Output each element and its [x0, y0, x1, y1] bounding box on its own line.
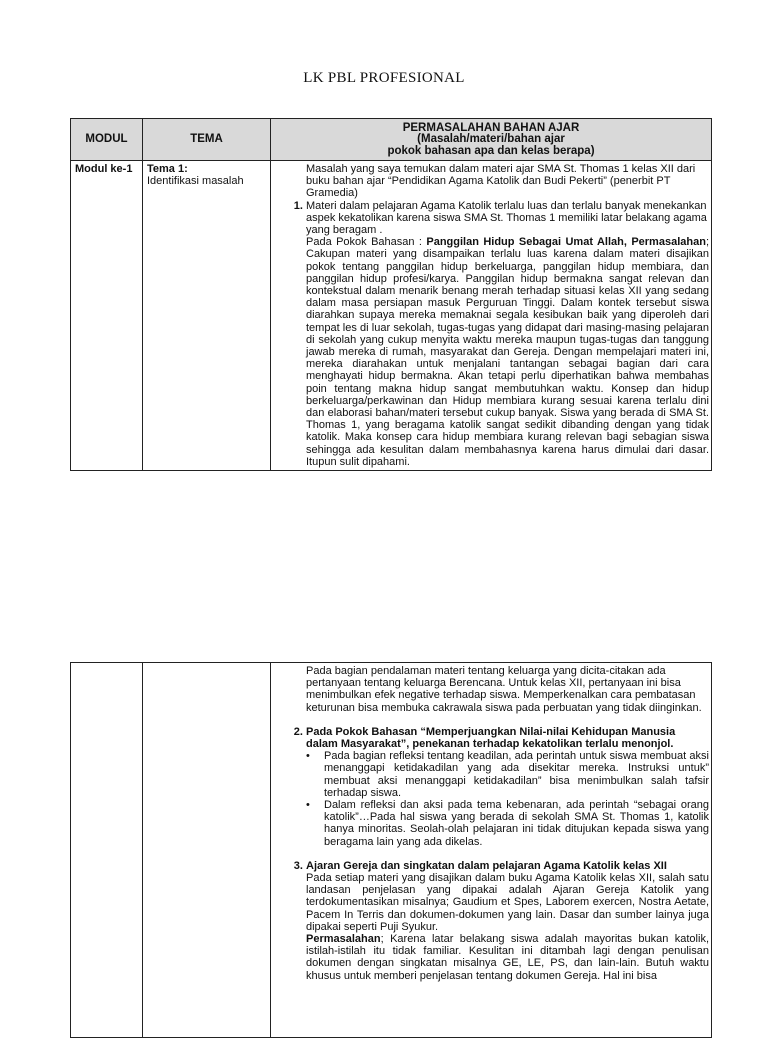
list-item [306, 750, 709, 799]
list-item [306, 799, 709, 848]
header-permasalahan-line-2: (Masalah/materi/bahan ajar [417, 133, 565, 146]
tema-cell-continued [143, 663, 271, 1038]
tema-subtitle: Identifikasi masalah [147, 175, 244, 188]
problem-list-1 [271, 200, 709, 468]
pokok-bahasan-prefix: Pada Pokok Bahasan : [306, 236, 427, 249]
header-tema: TEMA [143, 119, 271, 161]
problem-table-page-1 [70, 118, 712, 471]
bullet-text: Pada bagian refleksi tentang keadilan, ada perintah untuk siswa membuat aksi menanggapi ketidakadilan yang ada disekitar mereka. Instruksi untuk” membuat aksi menanggapi ketidakadilan” bisa menimbulkan salah tafsir terhadap siswa. [324, 750, 709, 799]
modul-cell [71, 161, 143, 471]
permasalahan-label: Permasalahan [306, 933, 381, 946]
problem-item-2 [306, 726, 709, 860]
problem-item-1 [306, 200, 709, 468]
permasalahan-body: ; Karena latar belakang siswa adalah mayoritas bukan katolik, istilah-istilah itu tidak familiar. Kesulitan ini ditambah lagi dengan penulisan dokumen dengan singkatan misalnya GE, LE, PS, dan lain-lain. Butuh waktu khusus untuk memberi penjelasan tentang dokumen Gereja. Hal ini bisa [306, 933, 709, 982]
tema-title: Tema 1: [147, 163, 188, 175]
pokok-bahasan-body: ; Cakupan materi yang disampaikan terlalu luas karena dalam materi disajikan pokok tentang panggilan hidup berkeluarga, panggilan hidup membiara, dan panggilan hidup profesi/karya. Panggilan hidup bermakna sangat relevan dan kontekstual dalam menarik benang merah terhadap situasi kelas XII yang sedang dalam masa persiapan masuk Perguruan Tinggi. Dalam kontek tersebut siswa diarahkan supaya mereka memaknai segala kesibukan baik yang diperoleh dari tempat les di luar sekolah, tugas-tugas yang didapat dari masing-masing pelajaran di sekolah yang cukup menyita waktu mereka maupun tugas-tugas dan tanggung jawab mereka di rumah, masyarakat dan Gereja. Dengan mempelajari materi ini, mereka diarahakan untuk menjalani tantangan sebagai bagian dari cara menghayati hidup bermakna. Akan tetapi perlu diperhatikan bahwa membahas poin tentang makna hidup sangat membutuhkan waktu. Konsep dan hidup berkeluarga/perkawinan dan Hidup membiara kurang sesuai karena terlalu dini dan elaborasi bahan/materi tersebut cukup banyak. Siswa yang berada di SMA St. Thomas 1, yang beragama katolik sangat sedikit dibanding dengan yang tidak katolik. Maka konsep cara hidup membiara kurang relevan bagi sebagian siswa sehingga ada kesulitan dalam membahasnya karena harus dimulai dari dasar. Itupun sulit dipahami. [306, 236, 709, 468]
problem-item-2-bullets [306, 750, 709, 848]
header-permasalahan [271, 119, 712, 161]
tema-cell [143, 161, 271, 471]
table-row-continuation [71, 663, 712, 1038]
document-title: LK PBL PROFESIONAL [303, 70, 465, 86]
problem-list-2 [271, 726, 709, 982]
header-permasalahan-line-1: PERMASALAHAN BAHAN AJAR [402, 121, 580, 134]
problem-item-1-text: 1. Materi dalam pelajaran Agama Katolik terlalu luas dan terlalu banyak menekankan aspek kekatolikan karena siswa SMA St. Thomas 1 memiliki latar belakang agama yang beragam . [306, 199, 707, 237]
problem-table-page-2 [70, 662, 712, 1038]
problem-item-3 [306, 860, 709, 982]
header-modul: MODUL [71, 119, 143, 161]
table-header-row [71, 119, 712, 161]
problem-item-3-paragraph: Pada setiap materi yang disajikan dalam buku Agama Katolik kelas XII, salah satu landasan penjelasan yang dipakai adalah Ajaran Gereja Katolik yang terdokumentasikan misalnya; Gaudium et Spes, Laborem exercen, Nostra Aetate, Pacem In Terris dan dokumen-dokumen yang lain. Dasar dan sumber lainya juga dipakai seperti Puji Syukur. [306, 872, 709, 933]
problem-item-3-title: 3. Ajaran Gereja dan singkatan dalam pelajaran Agama Katolik kelas XII [306, 859, 667, 872]
problem-item-2-title: 2. Pada Pokok Bahasan “Memperjuangkan Nilai-nilai Kehidupan Manusia dalam Masyarakat”, penekanan terhadap kekatolikan terlalu menonjol. [306, 725, 676, 751]
problem-item-3-permasalahan [306, 933, 709, 982]
continuation-paragraph: Pada bagian pendalaman materi tentang keluarga yang dicita-citakan ada pertanyaan tentang keluarga Berencana. Untuk kelas XII, pertanyaan ini bisa menimbulkan efek negative terhadap siswa. Memperkenalkan cara pembatasan keturunan bisa membuka cakrawala siswa pada perbuatan yang tidak diinginkan. [306, 665, 702, 714]
permasalahan-cell-continued [271, 663, 712, 1038]
table-row-modul-1 [71, 161, 712, 471]
permasalahan-cell [271, 161, 712, 471]
intro-paragraph: Masalah yang saya temukan dalam materi ajar SMA St. Thomas 1 kelas XII dari buku bahan ajar “Pendidikan Agama Katolik dan Budi Pekerti” (penerbit PT Gramedia) [306, 163, 696, 200]
pokok-bahasan-title: Panggilan Hidup Sebagai Umat Allah, Permasalahan [426, 236, 706, 249]
bullet-icon: • [306, 750, 310, 763]
bullet-icon: • [306, 799, 310, 812]
bullet-text: Dalam refleksi dan aksi pada tema kebenaran, ada perintah “sebagai orang katolik”…Pada hal siswa yang berada di sekolah SMA St. Thomas 1, katolik hanya minoritas. Seolah-olah pelajaran ini tidak ditujukan kepada siswa yang beragama lain yang ada dikelas. [324, 799, 709, 848]
problem-item-1-detail [306, 236, 709, 468]
header-permasalahan-line-3: pokok bahasan apa dan kelas berapa) [387, 144, 595, 157]
modul-cell-continued [71, 663, 143, 1038]
modul-label: Modul ke-1 [75, 163, 133, 175]
